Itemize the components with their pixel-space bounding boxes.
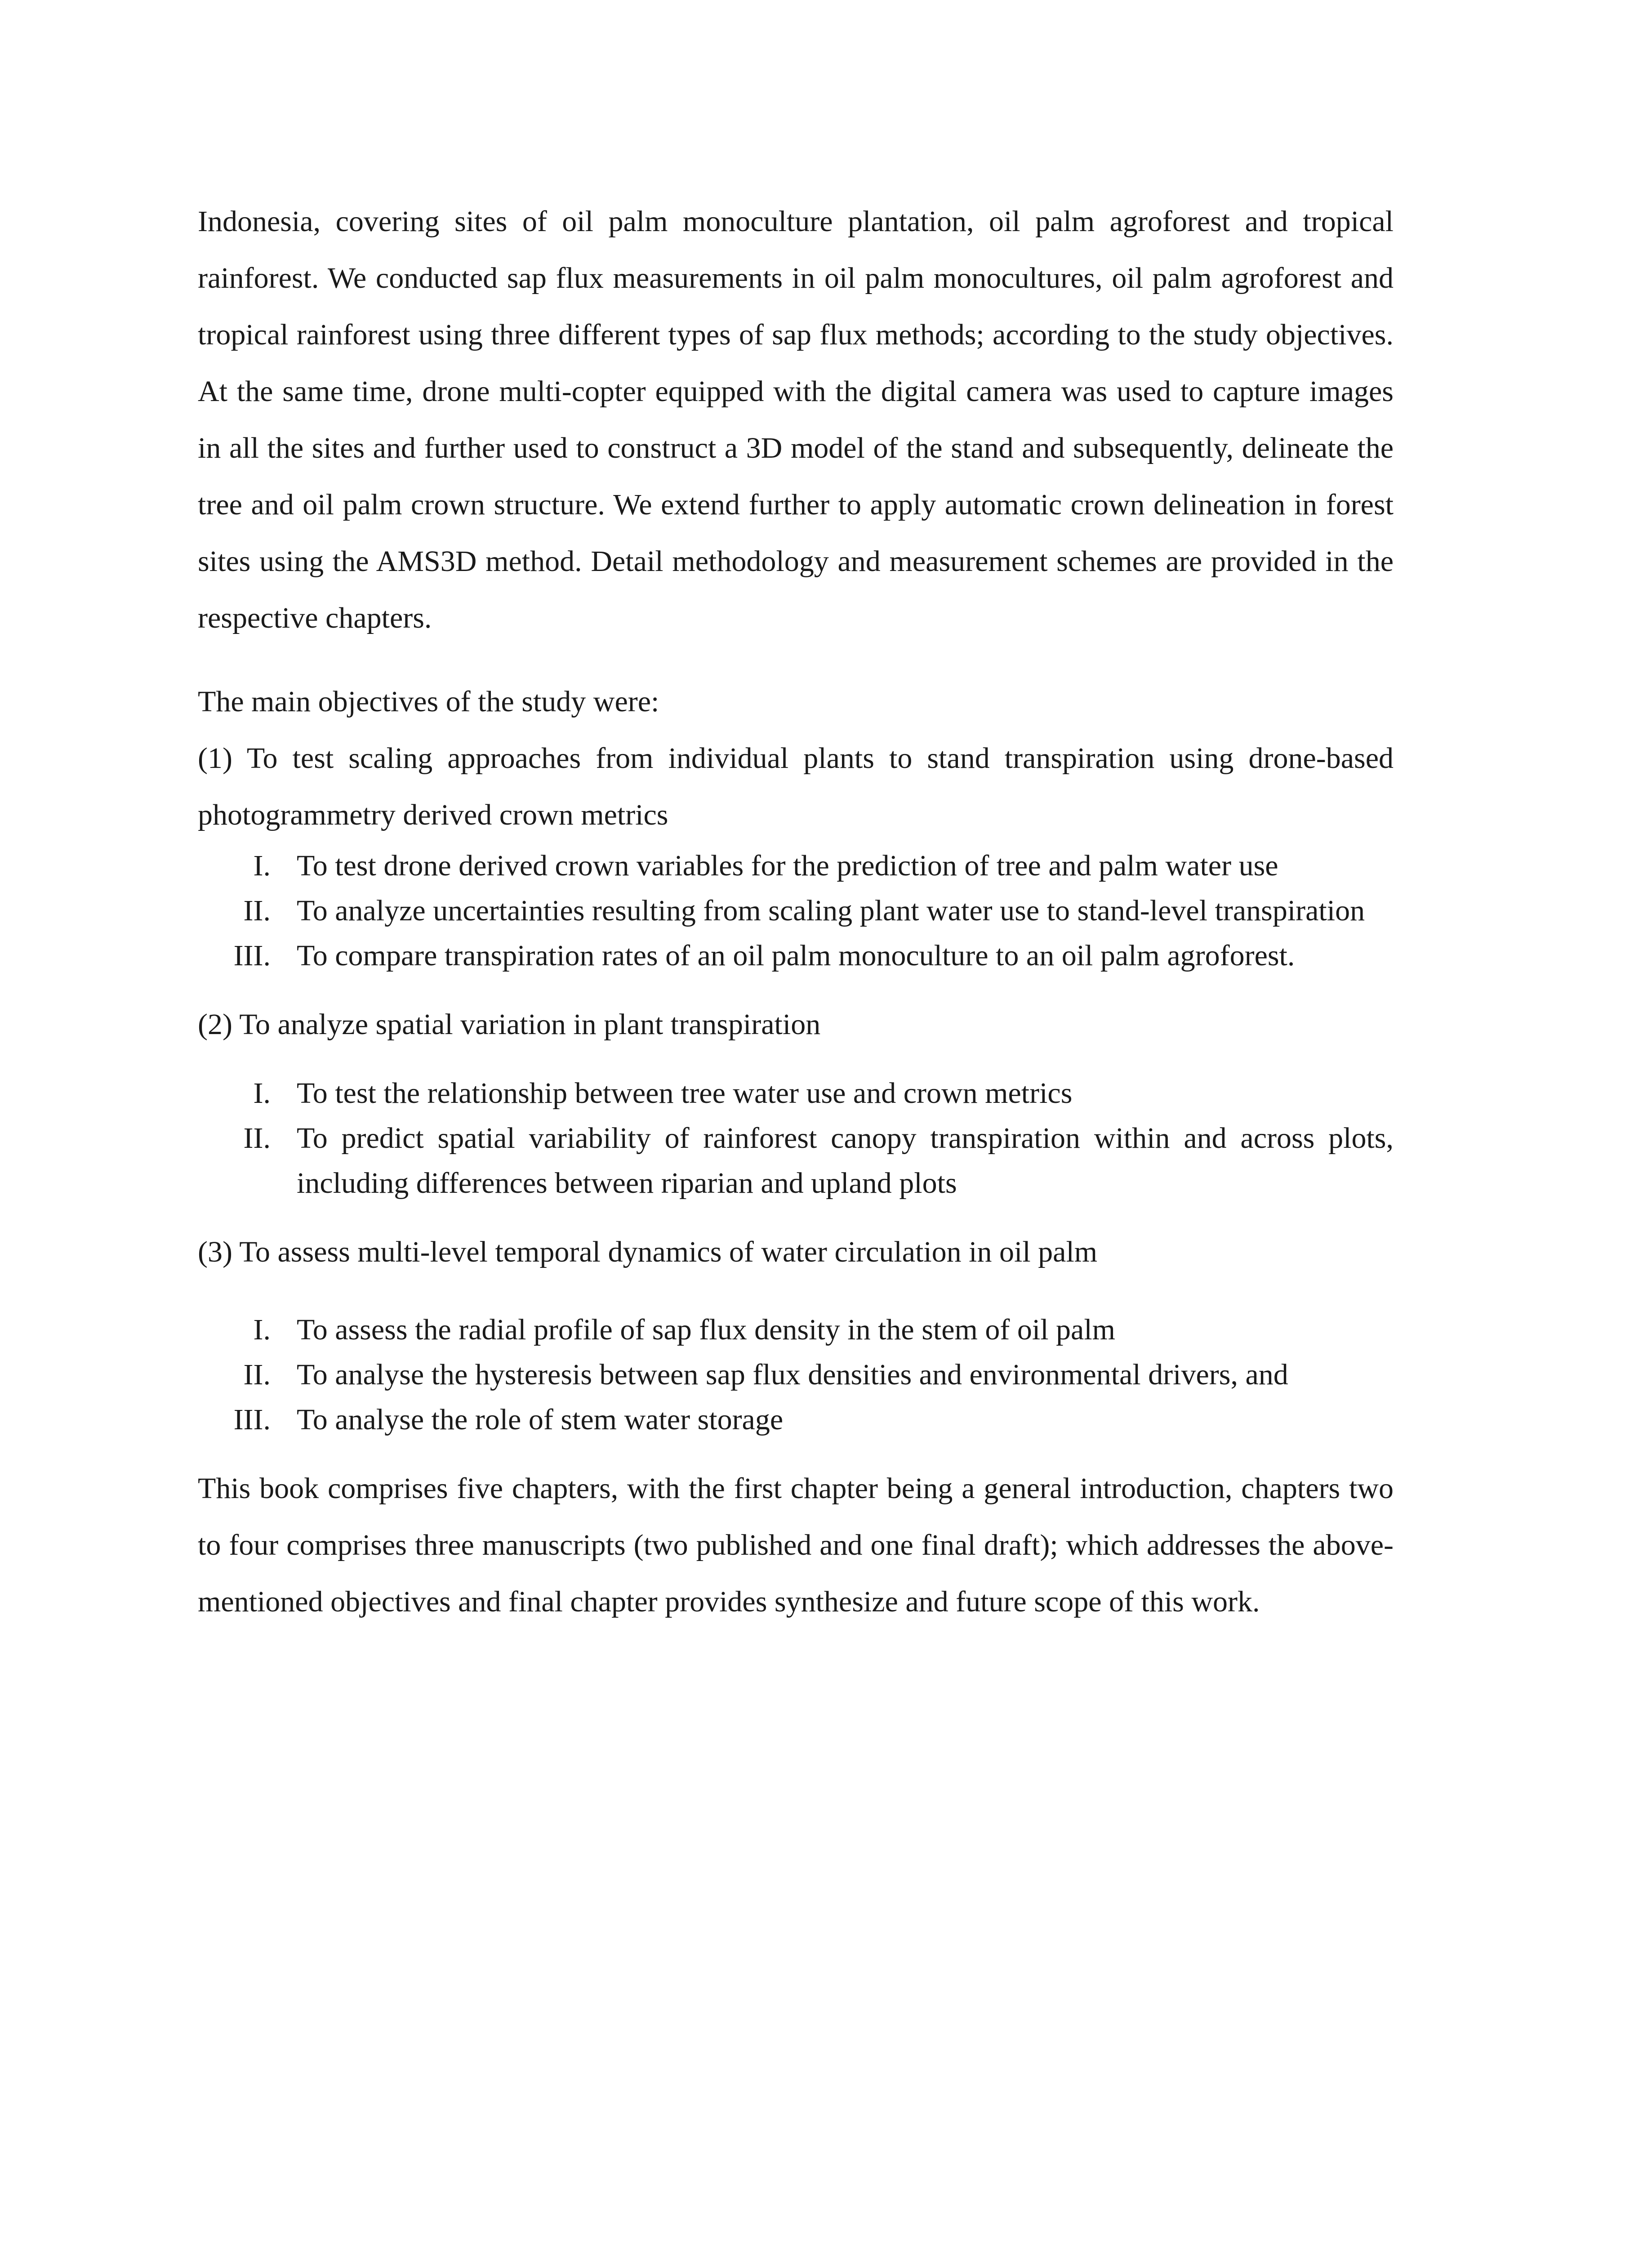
objective-heading: (2) To analyze spatial variation in plant transpiration <box>198 1008 821 1041</box>
list-item-text: To compare transpiration rates of an oil palm monoculture to an oil palm agroforest. <box>297 939 1295 972</box>
list-item <box>198 843 1394 888</box>
spacer <box>198 1206 1394 1224</box>
list-item <box>198 1397 1394 1442</box>
list-item-text: To test the relationship between tree water use and crown metrics <box>297 1077 1073 1110</box>
list-item-text: To analyze uncertainties resulting from scaling plant water use to stand-level transpiration <box>297 894 1365 927</box>
spacer <box>198 1280 1394 1307</box>
list-item <box>198 1116 1394 1206</box>
intro-paragraph: Indonesia, covering sites of oil palm monoculture plantation, oil palm agroforest and tropical rainforest. We conducted sap flux measurements in oil palm monocultures, oil palm agroforest and tropical rainforest using three different types of sap flux methods; according to the study objectives. At the same time, drone multi-copter equipped with the digital camera was used to capture images in all the sites and further used to construct a 3D model of the stand and subsequently, delineate the tree and oil palm crown structure. We extend further to apply automatic crown delineation in forest sites using the AMS3D method. Detail methodology and measurement schemes are provided in the respective chapters. <box>198 205 1394 634</box>
list-item <box>198 1352 1394 1397</box>
spacer <box>198 978 1394 996</box>
roman-numeral: III. <box>233 939 271 972</box>
list-item <box>198 888 1394 933</box>
roman-numeral: I. <box>253 849 271 882</box>
objective-subitems <box>198 1307 1394 1442</box>
objectives-intro: The main objectives of the study were: <box>198 685 659 718</box>
roman-numeral: II. <box>243 1358 271 1391</box>
list-item <box>198 1307 1394 1352</box>
roman-numeral: II. <box>243 894 271 927</box>
objective-3 <box>198 1224 1394 1442</box>
objective-subitems <box>198 1071 1394 1206</box>
spacer <box>198 1442 1394 1460</box>
objective-subitems <box>198 843 1394 978</box>
list-item-text: To analyse the role of stem water storage <box>297 1403 784 1436</box>
spacer <box>198 1053 1394 1071</box>
roman-numeral: II. <box>243 1122 271 1155</box>
roman-numeral: I. <box>253 1077 271 1110</box>
objective-1 <box>198 730 1394 978</box>
closing-paragraph: This book comprises five chapters, with the first chapter being a general introduction, chapters two to four comprises three manuscripts (two published and one final draft); which addresses the above-mentioned objectives and final chapter provides synthesize and future scope of this work. <box>198 1472 1394 1618</box>
objective-2 <box>198 996 1394 1206</box>
roman-numeral: I. <box>253 1313 271 1346</box>
list-item-text: To predict spatial variability of rainforest canopy transpiration within and across plots, including differences between riparian and upland plots <box>297 1122 1394 1200</box>
list-item <box>198 933 1394 978</box>
list-item <box>198 1071 1394 1116</box>
list-item-text: To assess the radial profile of sap flux density in the stem of oil palm <box>297 1313 1115 1346</box>
objective-heading: (1) To test scaling approaches from individual plants to stand transpiration using drone-based photogrammetry derived crown metrics <box>198 742 1394 831</box>
page-body <box>198 193 1394 1630</box>
objective-heading: (3) To assess multi-level temporal dynamics of water circulation in oil palm <box>198 1236 1098 1268</box>
list-item-text: To analyse the hysteresis between sap flux densities and environmental drivers, and <box>297 1358 1288 1391</box>
roman-numeral: III. <box>233 1403 271 1436</box>
list-item-text: To test drone derived crown variables for the prediction of tree and palm water use <box>297 849 1278 882</box>
